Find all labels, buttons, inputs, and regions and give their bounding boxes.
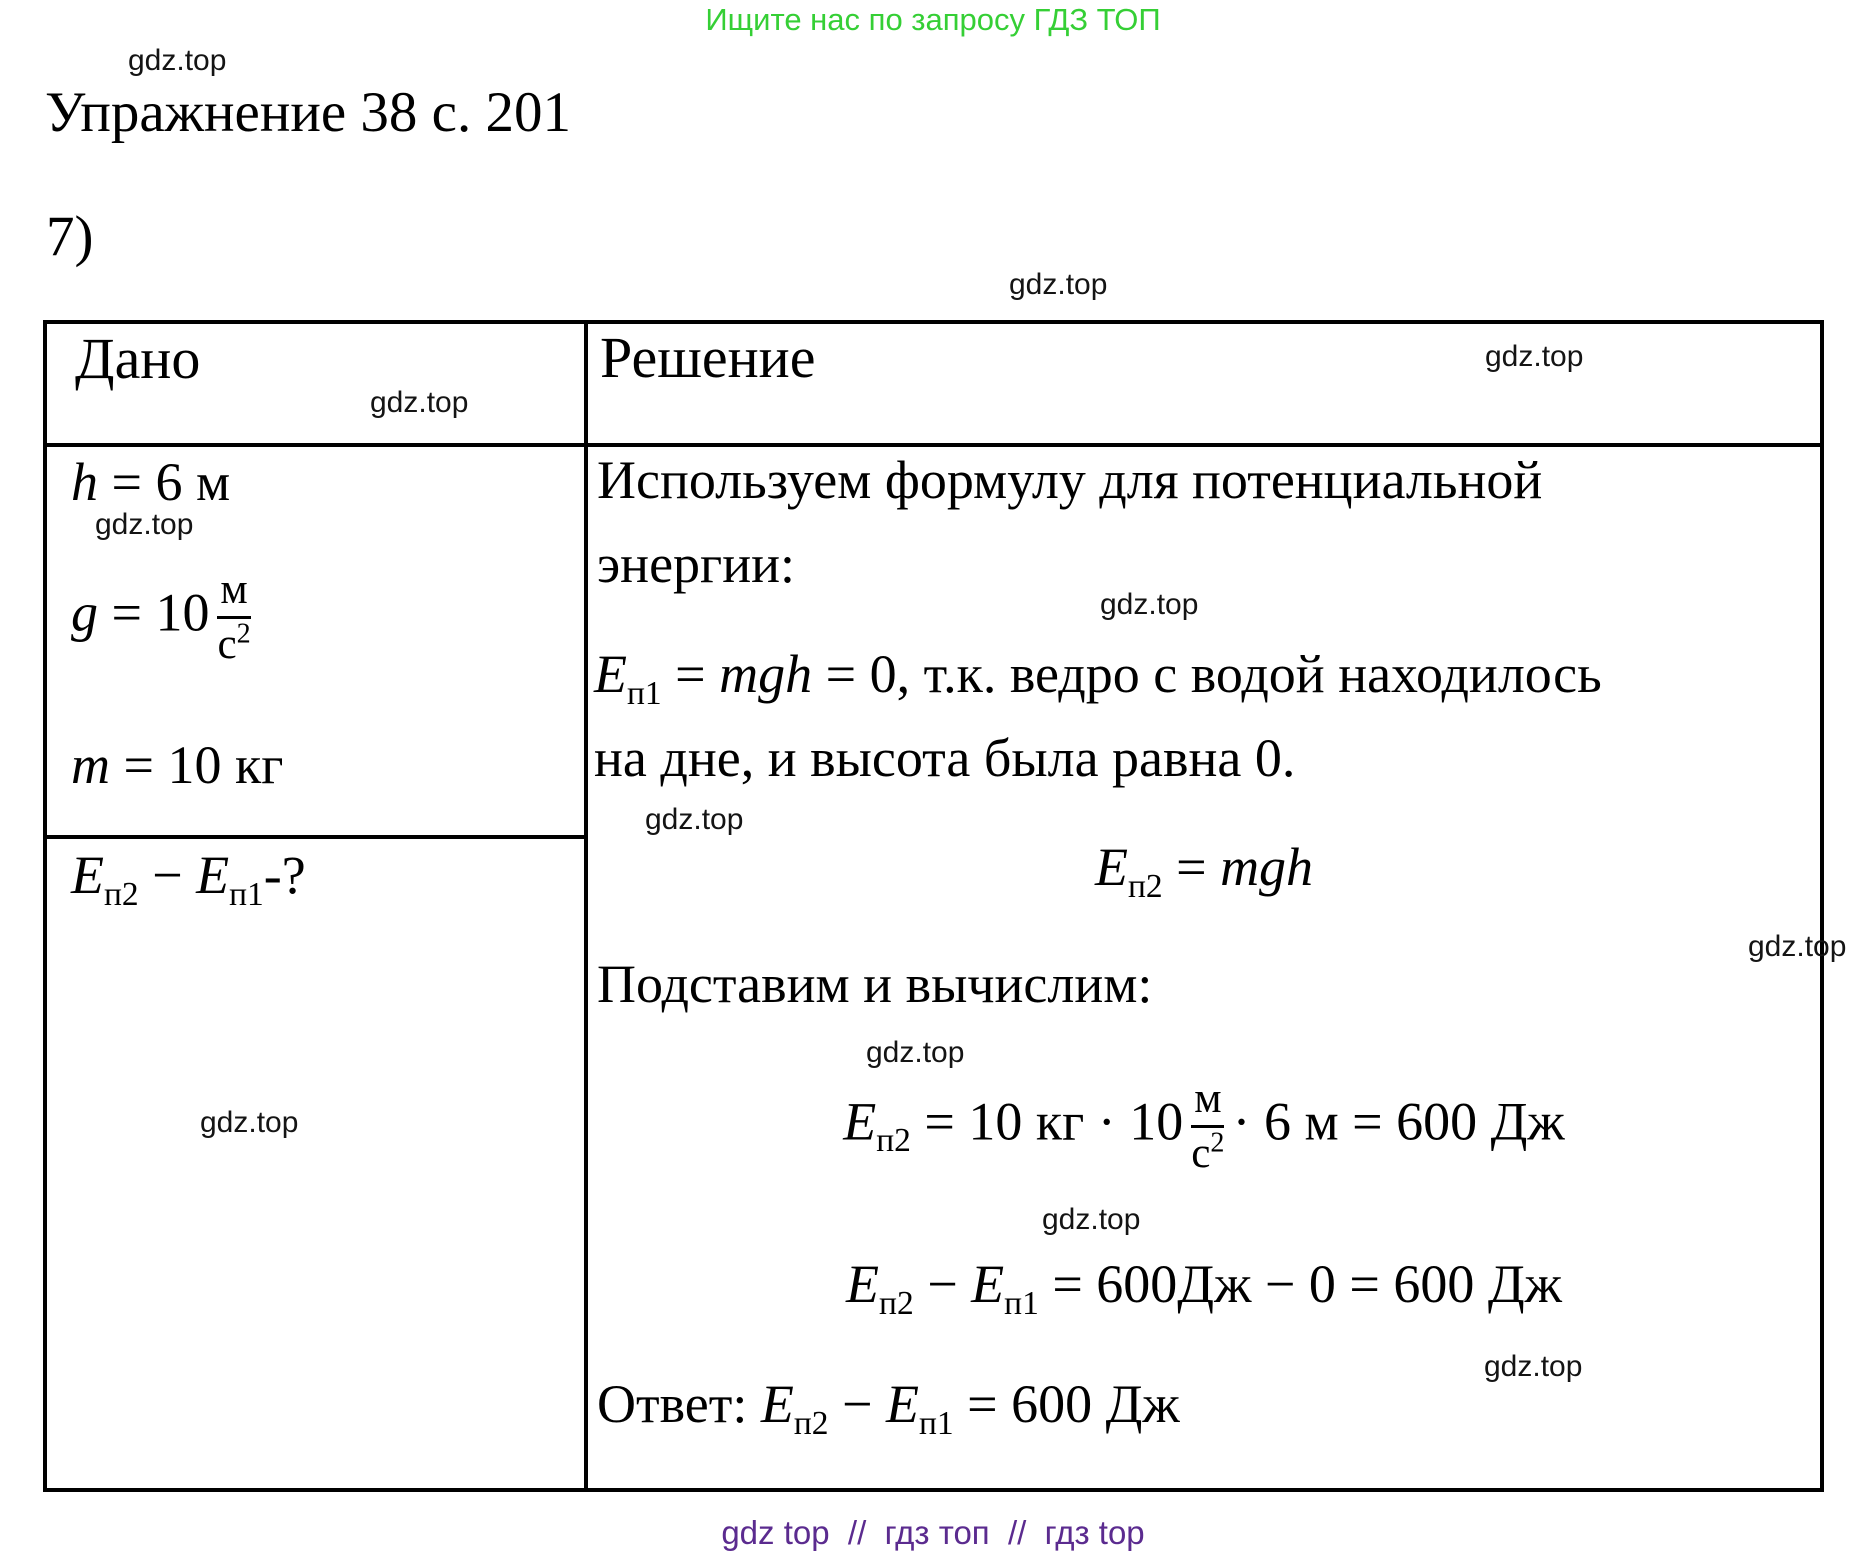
fraction-numerator: м [1194, 1075, 1222, 1122]
sub-p1: п1 [627, 674, 662, 712]
denominator-exponent: 2 [1210, 1127, 1225, 1159]
var-m: m [71, 735, 110, 795]
watermark-gdz-top: gdz.top [1100, 588, 1199, 621]
sub-p1: п1 [1004, 1284, 1039, 1322]
var-E2: Е [846, 1254, 880, 1314]
fraction-denominator [217, 618, 251, 669]
var-E2: Е [760, 1374, 794, 1434]
find-expression [71, 843, 306, 913]
watermark-gdz-top: gdz.top [95, 508, 194, 541]
promo-banner: Ищите нас по запросу ГДЗ ТОП [705, 2, 1161, 37]
denominator-base: с [217, 621, 237, 669]
calc-left-part: = 10 кг · 10 [910, 1091, 1184, 1152]
watermark-gdz-top: gdz.top [128, 44, 227, 77]
footer-links: gdz top // гдз топ // гдз top [721, 1514, 1145, 1551]
sub-p2: п2 [104, 875, 139, 913]
var-E1: Е [971, 1254, 1005, 1314]
minus-sign: − [913, 1254, 972, 1314]
watermark-gdz-top: gdz.top [1042, 1203, 1141, 1236]
answer-label: Ответ: [597, 1374, 761, 1434]
intro-line1: Используем формулу для потенциальной [597, 450, 1543, 510]
unit-fraction-m-s2 [1191, 1075, 1224, 1179]
var-E1: Е [885, 1374, 919, 1434]
var-E1: Е [196, 845, 230, 905]
given-header: Дано [75, 326, 201, 391]
var-E2: Е [843, 1091, 877, 1152]
var-g: g [71, 582, 98, 643]
value-g: = 10 [98, 582, 210, 643]
given-gravity [71, 566, 259, 670]
denominator-base: с [1191, 1130, 1211, 1178]
fraction-numerator: м [220, 566, 248, 613]
watermark-gdz-top: gdz.top [1484, 1350, 1583, 1383]
value-m: = 10 кг [110, 735, 284, 795]
watermark-gdz-top: gdz.top [1748, 930, 1847, 963]
given-find-divider [47, 835, 588, 839]
item-number: 7) [46, 205, 94, 268]
unit-fraction-m-s2 [217, 566, 250, 670]
minus-sign: − [828, 1374, 886, 1434]
solution-intro [597, 438, 1827, 606]
var-E2: Е [1094, 837, 1128, 897]
sub-p2: п2 [876, 1122, 911, 1160]
formula-ep1-zero [594, 632, 1820, 800]
equals-sign: = [661, 644, 720, 704]
formula-difference [587, 1252, 1821, 1322]
calc-right-part: · 6 м = 600 Дж [1232, 1091, 1565, 1152]
answer-value: = 600 Дж [953, 1374, 1180, 1434]
equals-zero: = 0 [812, 644, 897, 704]
sub-p2: п2 [879, 1284, 914, 1322]
sub-p1: п1 [229, 875, 264, 913]
watermark-gdz-top: gdz.top [200, 1106, 299, 1139]
watermark-gdz-top: gdz.top [866, 1036, 965, 1069]
equals-sign: = [1162, 837, 1221, 897]
watermark-gdz-top: gdz.top [1485, 340, 1584, 373]
watermark-gdz-top: gdz.top [645, 803, 744, 836]
sub-p2: п2 [1127, 867, 1163, 905]
var-E2: Е [71, 845, 104, 905]
fraction-denominator [1191, 1127, 1225, 1178]
explanation-line1: , т.к. ведро с водой находилось [896, 644, 1602, 704]
watermark-gdz-top: gdz.top [370, 386, 469, 419]
formula-ep2-mgh [587, 835, 1821, 905]
var-E1: Е [594, 644, 627, 704]
minus-sign: − [138, 845, 197, 905]
sub-p1: п1 [918, 1404, 954, 1442]
given-mass [71, 733, 283, 798]
value-h: = 6 м [98, 452, 231, 512]
sub-p2: п2 [793, 1404, 829, 1442]
substitute-line: Подставим и вычислим: [597, 954, 1153, 1014]
watermark-gdz-top: gdz.top [1009, 268, 1108, 301]
var-h: h [71, 452, 98, 512]
difference-result: = 600Дж − 0 = 600 Дж [1038, 1254, 1562, 1314]
denominator-exponent: 2 [236, 618, 251, 650]
formula-calculation [587, 1075, 1821, 1179]
answer-line [597, 1372, 1180, 1442]
question-mark: -? [263, 845, 306, 905]
solution-header: Решение [600, 325, 816, 390]
given-height [71, 450, 230, 515]
var-mgh: mgh [719, 644, 813, 704]
page-title: Упражнение 38 с. 201 [45, 81, 571, 144]
explanation-line2: на дне, и высота была равна 0. [594, 728, 1296, 789]
var-mgh: mgh [1220, 837, 1314, 897]
intro-line2: энергии: [597, 534, 795, 595]
